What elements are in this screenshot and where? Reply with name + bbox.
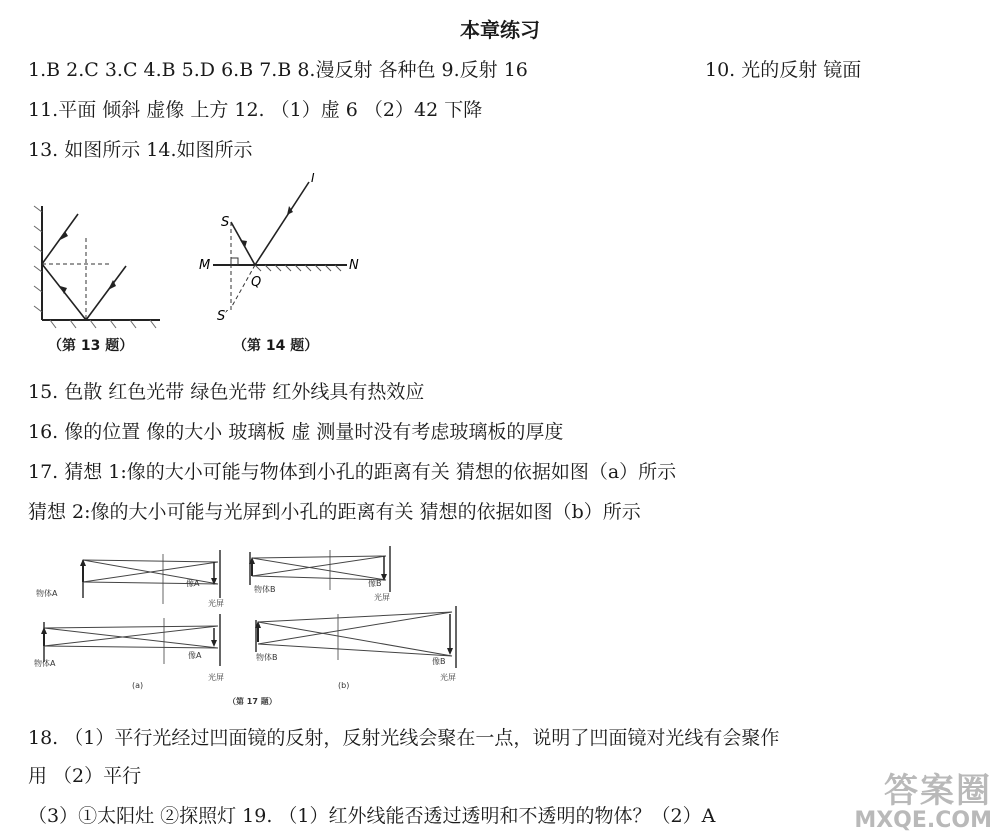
watermark	[854, 763, 992, 833]
fig17-sub-a: (a)	[132, 681, 144, 690]
fig17-a-bottom-object: 物体A	[34, 659, 56, 668]
fig17-b-bottom-image: 像B	[432, 657, 446, 666]
fig17-b-top-image: 像B	[368, 579, 382, 588]
watermark-name: 答案圈	[884, 771, 992, 811]
fig17-a-top-image: 像A	[186, 579, 200, 588]
answer-line-13-14: 13. 如图所示 14.如图所示	[28, 139, 253, 161]
answer-line-10: 10. 光的反射 镜面	[705, 59, 862, 81]
fig17-b-bottom-screen: 光屏	[440, 673, 456, 682]
answer-line-16: 16. 像的位置 像的大小 玻璃板 虚 测量时没有考虑玻璃板的厚度	[28, 421, 564, 443]
figure-14	[195, 170, 365, 330]
fig17-b-top-object: 物体B	[254, 585, 276, 594]
fig17-b-top	[249, 546, 390, 602]
figure-13	[30, 198, 170, 330]
fig14-right-angle	[231, 258, 238, 265]
fig17-a-bottom-image: 像A	[188, 651, 202, 660]
page-title: 本章练习	[460, 18, 540, 42]
fig17-a-bottom-screen: 光屏	[208, 673, 224, 682]
fig14-label-n: N	[349, 258, 359, 273]
fig17-a-top-screen: 光屏	[208, 599, 224, 608]
figure-13-caption: （第 13 题）	[48, 338, 134, 354]
fig13-reflected-ray-2	[86, 266, 126, 320]
fig17-sub-b: (b)	[338, 681, 350, 690]
fig14-arrow-in	[240, 240, 247, 248]
answer-line-17b: 猜想 2:像的大小可能与光屏到小孔的距离有关 猜想的依据如图（b）所示	[28, 501, 641, 523]
figure-17	[28, 540, 478, 710]
answer-line-15: 15. 色散 红色光带 绿色光带 红外线具有热效应	[28, 381, 425, 403]
fig14-label-ray: I	[311, 171, 315, 185]
fig17-a-top	[36, 550, 224, 608]
answer-line-1-8: 1.B 2.C 3.C 4.B 5.D 6.B 7.B 8.漫反射 各种色 9.反射 16	[28, 59, 528, 81]
answer-line-19: （3）①太阳灶 ②探照灯 19. （1）红外线能否透过透明和不透明的物体？（2）A	[28, 805, 716, 827]
fig13-incident-ray	[42, 214, 78, 264]
fig14-label-s: S	[221, 215, 230, 230]
answer-line-17a: 17. 猜想 1:像的大小可能与物体到小孔的距离有关 猜想的依据如图（a）所示	[28, 461, 677, 483]
fig17-a-top-object: 物体A	[36, 589, 58, 598]
fig17-b-bottom-object: 物体B	[256, 653, 278, 662]
answer-line-18b: 用 （2）平行	[28, 765, 142, 787]
fig14-label-m: M	[199, 258, 211, 273]
figure-17-caption: （第 17 题）	[228, 697, 277, 706]
fig17-b-top-screen: 光屏	[374, 593, 390, 602]
fig14-label-s-prime: S′	[217, 309, 229, 324]
fig13-arrow-2	[60, 286, 67, 294]
watermark-url: MXQE.COM	[854, 808, 992, 833]
fig17-b-bottom	[255, 606, 456, 682]
answer-line-18a: 18. （1）平行光经过凹面镜的反射，反射光线会聚在一点，说明了凹面镜对光线有会聚作	[28, 727, 780, 749]
figure-14-caption: （第 14 题）	[233, 338, 319, 354]
fig14-reflected-ray	[255, 182, 309, 265]
fig14-label-q: Q	[251, 275, 262, 290]
answer-line-11-12: 11.平面 倾斜 虚像 上方 12. （1）虚 6 （2）42 下降	[28, 99, 483, 121]
fig17-a-bottom	[34, 614, 224, 682]
